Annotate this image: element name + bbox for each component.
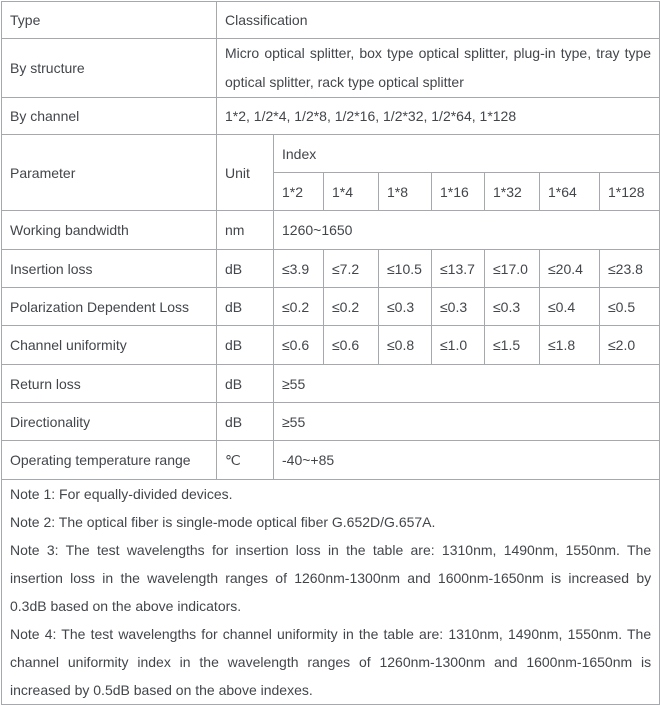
index-header-cell: Index [274, 135, 660, 173]
channel-uniformity-unit-cell: dB [217, 326, 274, 365]
row-channel-uniformity [2, 326, 660, 365]
classification-header-cell: Classification [217, 2, 660, 39]
pdl-unit-cell: dB [217, 288, 274, 326]
note-2: Note 2: The optical fiber is single-mode optical fiber G.652D/G.657A. [10, 514, 436, 530]
row-polarization-dependent-loss [2, 288, 660, 326]
note-4: Note 4: The test wavelengths for channel uniformity in the table are: 1310nm, 1490nm, 1550nm. The channel uniformity index in the wavelength ranges of 1260nm-1300nm and 1600nm-1650nm is increased by 0.5dB based on the above indexes. [10, 626, 652, 698]
row-directionality [2, 403, 660, 441]
insertion-loss-label-cell: Insertion loss [2, 250, 217, 288]
pdl-value-1x8: ≤0.3 [379, 288, 432, 326]
insertion-loss-value-1x2: ≤3.9 [274, 250, 324, 288]
by-channel-label-cell: By channel [2, 98, 217, 135]
directionality-unit-cell: dB [217, 403, 274, 441]
directionality-value-cell: ≥55 [274, 403, 660, 441]
insertion-loss-value-1x4: ≤7.2 [324, 250, 379, 288]
directionality-label-cell: Directionality [2, 403, 217, 441]
optical-splitter-spec-table [1, 1, 660, 705]
type-label-cell: Type [2, 2, 217, 39]
operating-temperature-label-cell: Operating temperature range [2, 441, 217, 480]
index-col-1x4: 1*4 [324, 173, 379, 211]
notes-cell [2, 480, 660, 705]
by-channel-value-cell: 1*2, 1/2*4, 1/2*8, 1/2*16, 1/2*32, 1/2*64, 1*128 [217, 98, 660, 135]
index-col-1x8: 1*8 [379, 173, 432, 211]
note-1: Note 1: For equally-divided devices. [10, 486, 233, 502]
insertion-loss-unit-cell: dB [217, 250, 274, 288]
row-working-bandwidth [2, 211, 660, 250]
pdl-label-cell: Polarization Dependent Loss [2, 288, 217, 326]
insertion-loss-value-1x64: ≤20.4 [540, 250, 600, 288]
index-col-1x16: 1*16 [432, 173, 485, 211]
working-bandwidth-label-cell: Working bandwidth [2, 211, 217, 250]
insertion-loss-value-1x32: ≤17.0 [485, 250, 540, 288]
working-bandwidth-unit-cell: nm [217, 211, 274, 250]
pdl-value-1x16: ≤0.3 [432, 288, 485, 326]
index-col-1x32: 1*32 [485, 173, 540, 211]
insertion-loss-value-1x8: ≤10.5 [379, 250, 432, 288]
pdl-value-1x2: ≤0.2 [274, 288, 324, 326]
operating-temperature-value-cell: -40~+85 [274, 441, 660, 480]
insertion-loss-value-1x16: ≤13.7 [432, 250, 485, 288]
row-type [2, 2, 660, 39]
index-col-1x2: 1*2 [274, 173, 324, 211]
row-return-loss [2, 365, 660, 403]
index-col-1x128: 1*128 [600, 173, 660, 211]
parameter-header-cell: Parameter [2, 135, 217, 211]
channel-uniformity-value-1x64: ≤1.8 [540, 326, 600, 365]
working-bandwidth-value-cell: 1260~1650 [274, 211, 660, 250]
pdl-value-1x64: ≤0.4 [540, 288, 600, 326]
row-insertion-loss [2, 250, 660, 288]
by-structure-label-cell: By structure [2, 39, 217, 98]
channel-uniformity-value-1x4: ≤0.6 [324, 326, 379, 365]
return-loss-value-cell: ≥55 [274, 365, 660, 403]
pdl-value-1x4: ≤0.2 [324, 288, 379, 326]
row-parameter-header [2, 135, 660, 173]
return-loss-label-cell: Return loss [2, 365, 217, 403]
channel-uniformity-value-1x2: ≤0.6 [274, 326, 324, 365]
row-notes [2, 480, 660, 705]
note-3: Note 3: The test wavelengths for insertion loss in the table are: 1310nm, 1490nm, 1550nm. The insertion loss in the wavelength ranges of 1260nm-1300nm and 1600nm-1650nm is increased by 0.3dB based on the above indicators. [10, 542, 652, 614]
pdl-value-1x128: ≤0.5 [600, 288, 660, 326]
by-structure-value-cell: Micro optical splitter, box type optical splitter, plug-in type, tray type optical splitter, rack type optical splitter [217, 39, 660, 98]
channel-uniformity-label-cell: Channel uniformity [2, 326, 217, 365]
operating-temperature-unit-cell: ℃ [217, 441, 274, 480]
pdl-value-1x32: ≤0.3 [485, 288, 540, 326]
row-operating-temperature [2, 441, 660, 480]
unit-header-cell: Unit [217, 135, 274, 211]
channel-uniformity-value-1x128: ≤2.0 [600, 326, 660, 365]
row-by-structure [2, 39, 660, 98]
channel-uniformity-value-1x32: ≤1.5 [485, 326, 540, 365]
index-col-1x64: 1*64 [540, 173, 600, 211]
channel-uniformity-value-1x8: ≤0.8 [379, 326, 432, 365]
row-by-channel [2, 98, 660, 135]
insertion-loss-value-1x128: ≤23.8 [600, 250, 660, 288]
channel-uniformity-value-1x16: ≤1.0 [432, 326, 485, 365]
return-loss-unit-cell: dB [217, 365, 274, 403]
